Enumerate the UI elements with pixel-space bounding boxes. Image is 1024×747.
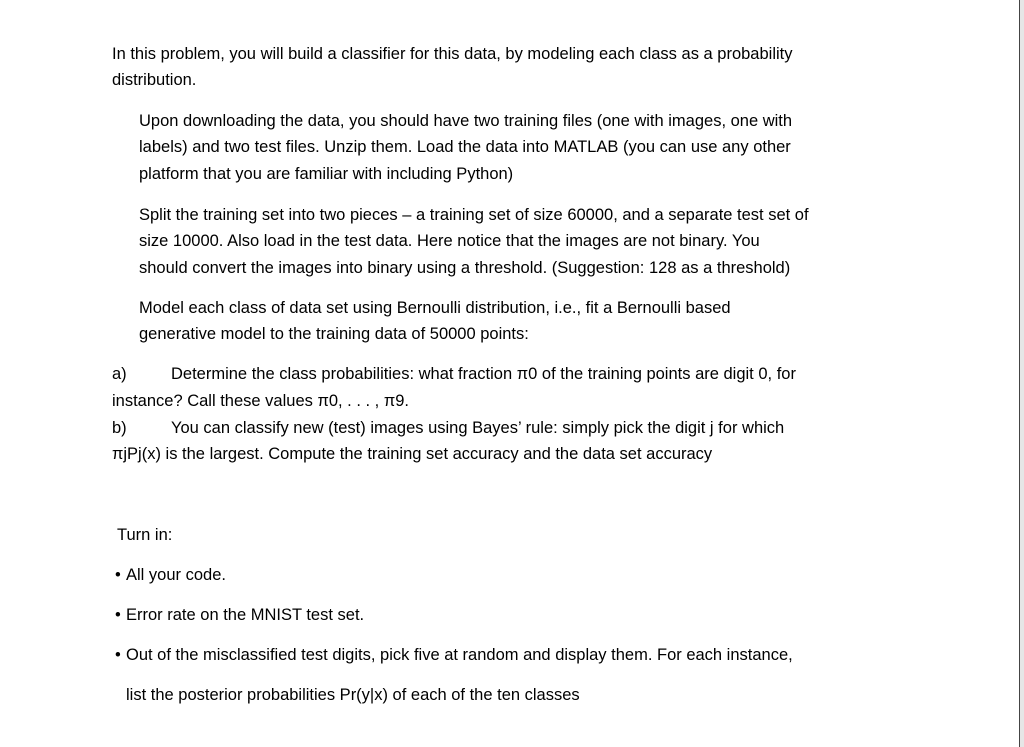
para1-line-2: labels) and two test files. Unzip them. Load the data into MATLAB (you can use any other bbox=[139, 138, 791, 156]
item-b-line-1 bbox=[112, 418, 784, 438]
item-b-text: You can classify new (test) images using Bayes’ rule: simply pick the digit j for which bbox=[171, 419, 785, 437]
turn-in-heading: Turn in: bbox=[117, 526, 173, 544]
turn-in-item-1 bbox=[115, 565, 226, 585]
item-a-label: a) bbox=[112, 365, 127, 383]
turn-in-item-1-text: All your code. bbox=[126, 566, 226, 584]
para2-line-1: Split the training set into two pieces – a training set of size 60000, and a separate test set of bbox=[139, 206, 809, 224]
para1-line-3: platform that you are familiar with including Python) bbox=[139, 165, 514, 183]
page-shadow bbox=[1020, 0, 1024, 747]
item-a-line-2: instance? Call these values π0, . . . , π9. bbox=[112, 392, 409, 410]
para1-line-1: Upon downloading the data, you should have two training files (one with images, one with bbox=[139, 112, 793, 130]
bullet-icon: • bbox=[115, 646, 121, 664]
turn-in-item-2-text: Error rate on the MNIST test set. bbox=[126, 606, 365, 624]
para3-line-2: generative model to the training data of 50000 points: bbox=[139, 325, 529, 343]
bullet-icon: • bbox=[115, 606, 121, 624]
bullet-icon: • bbox=[115, 566, 121, 584]
para2-line-3: should convert the images into binary using a threshold. (Suggestion: 128 as a threshold) bbox=[139, 259, 791, 277]
intro-line-2: distribution. bbox=[112, 71, 197, 89]
para2-line-2: size 10000. Also load in the test data. Here notice that the images are not binary. You bbox=[139, 232, 760, 250]
intro-line-1: In this problem, you will build a classifier for this data, by modeling each class as a probability bbox=[112, 45, 793, 63]
turn-in-item-3-line-2: list the posterior probabilities Pr(y|x) of each of the ten classes bbox=[126, 686, 580, 704]
turn-in-item-2 bbox=[115, 605, 364, 625]
item-a-text: Determine the class probabilities: what fraction π0 of the training points are digit 0, for bbox=[171, 365, 796, 383]
turn-in-item-3-text: Out of the misclassified test digits, pick five at random and display them. For each instance, bbox=[126, 646, 793, 664]
item-a-line-1 bbox=[112, 364, 796, 384]
item-b-label: b) bbox=[112, 419, 127, 437]
item-b-line-2: πjPj(x) is the largest. Compute the training set accuracy and the data set accuracy bbox=[112, 445, 713, 463]
turn-in-item-3 bbox=[115, 645, 793, 665]
para3-line-1: Model each class of data set using Bernoulli distribution, i.e., fit a Bernoulli based bbox=[139, 299, 731, 317]
